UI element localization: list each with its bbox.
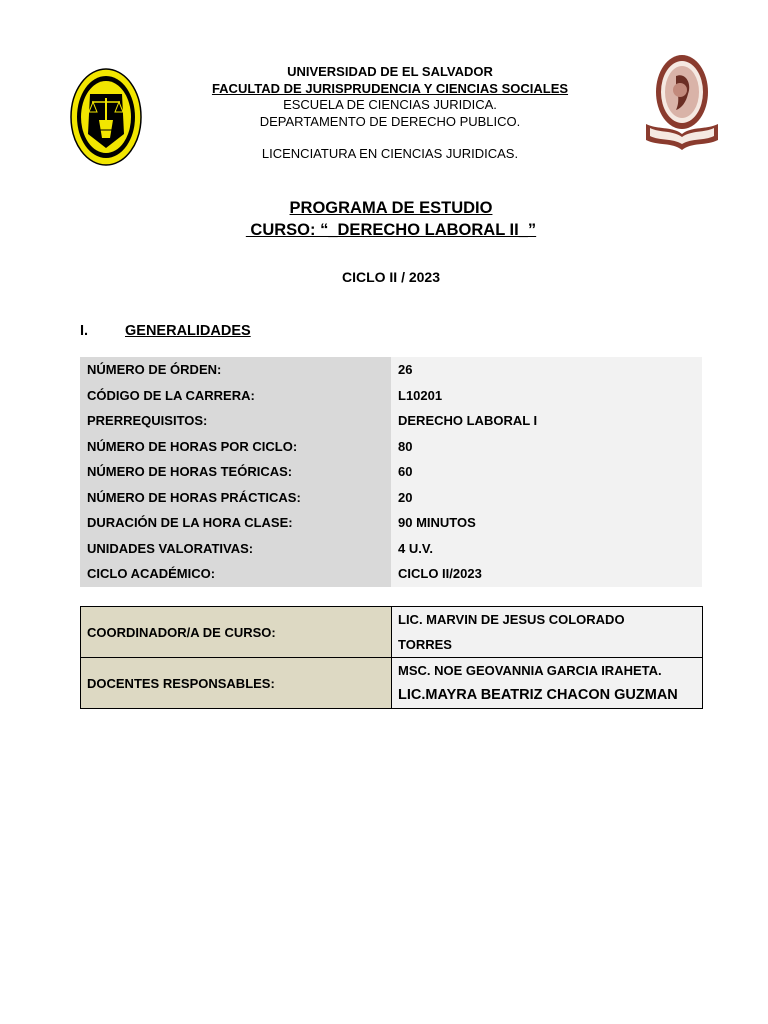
row-value: DERECHO LABORAL I [391, 408, 702, 434]
teacher-name: MSC. NOE GEOVANNIA GARCIA IRAHETA. [398, 663, 662, 678]
row-value: 80 [391, 434, 702, 460]
row-value: L10201 [391, 383, 702, 409]
row-label: DURACIÓN DE LA HORA CLASE: [80, 510, 391, 536]
row-label: UNIDADES VALORATIVAS: [80, 536, 391, 562]
row-value: 26 [391, 357, 702, 383]
table-row [80, 510, 702, 536]
row-label: NÚMERO DE HORAS TEÓRICAS: [80, 459, 391, 485]
section-heading [80, 323, 251, 339]
teachers-value [392, 658, 703, 709]
department-name: DEPARTAMENTO DE DERECHO PUBLICO. [259, 113, 521, 129]
program-title: PROGRAMA DE ESTUDIO [289, 199, 493, 217]
row-label: CICLO ACADÉMICO: [80, 561, 391, 587]
row-value: 20 [391, 485, 702, 511]
row-label: NÚMERO DE HORAS PRÁCTICAS: [80, 485, 391, 511]
table-row [81, 658, 703, 709]
row-value: 60 [391, 459, 702, 485]
degree-name: LICENCIATURA EN CIENCIAS JURIDICAS. [261, 146, 519, 161]
table-row [80, 434, 702, 460]
section-number: I. [80, 323, 89, 339]
table-row [80, 561, 702, 587]
row-label: NÚMERO DE ÓRDEN: [80, 357, 391, 383]
coordinator-name-line2: TORRES [398, 637, 452, 652]
table-row [81, 607, 703, 658]
teachers-label: DOCENTES RESPONSABLES: [81, 658, 392, 709]
teacher-name: LIC.MAYRA BEATRIZ CHACON GUZMAN [398, 687, 678, 703]
faculty-seal-logo [70, 68, 142, 166]
cycle-label: CICLO II / 2023 [341, 269, 441, 285]
course-title: CURSO: “_DERECHO LABORAL II_” [245, 221, 537, 239]
document-header [140, 64, 640, 163]
document-title [0, 197, 768, 241]
row-value: 4 U.V. [391, 536, 702, 562]
section-title: GENERALIDADES [125, 323, 251, 339]
school-name: ESCUELA DE CIENCIAS JURIDICA. [283, 97, 497, 112]
row-label: NÚMERO DE HORAS POR CICLO: [80, 434, 391, 460]
faculty-name: FACULTAD DE JURISPRUDENCIA Y CIENCIAS SOCIALES [211, 80, 569, 96]
table-row [80, 408, 702, 434]
row-value: CICLO II/2023 [391, 561, 702, 587]
coordinator-name-line1: LIC. MARVIN DE JESUS COLORADO [398, 612, 625, 627]
table-row [80, 485, 702, 511]
table-row [80, 357, 702, 383]
coordinator-value [392, 607, 703, 658]
university-seal-logo [642, 52, 722, 152]
row-value: 90 MINUTOS [391, 510, 702, 536]
row-label: PRERREQUISITOS: [80, 408, 391, 434]
coordinator-label: COORDINADOR/A DE CURSO: [81, 607, 392, 658]
general-info-table [80, 357, 702, 587]
staff-table [80, 606, 703, 709]
table-row [80, 383, 702, 409]
table-row [80, 459, 702, 485]
table-row [80, 536, 702, 562]
row-label: CÓDIGO DE LA CARRERA: [80, 383, 391, 409]
university-name: UNIVERSIDAD DE EL SALVADOR [287, 64, 493, 79]
